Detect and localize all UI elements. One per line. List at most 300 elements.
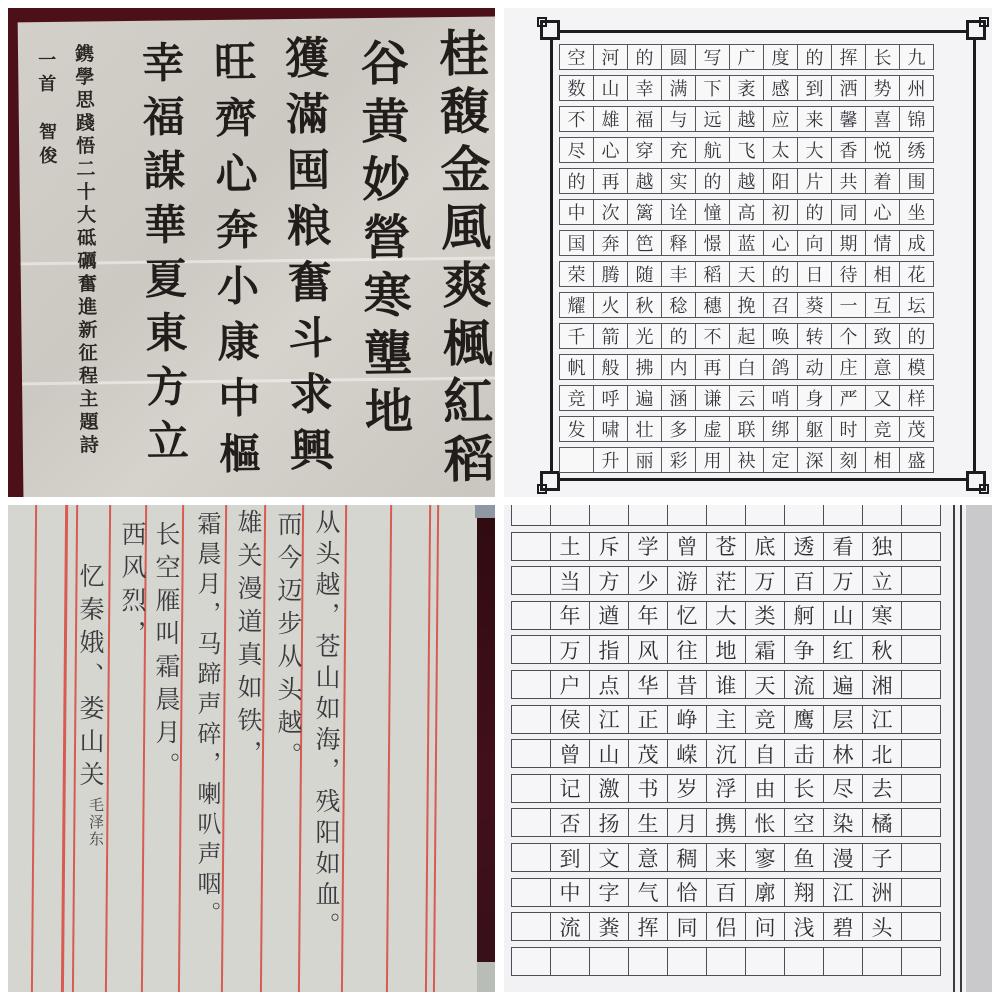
grid-cell: 起 xyxy=(729,323,764,349)
grid-cell: 碧 xyxy=(823,912,863,941)
page-margin-line xyxy=(953,505,955,992)
grid-cell: 盛 xyxy=(899,447,934,473)
grid-cell: 涵 xyxy=(661,385,696,411)
grid-cell: 霜 xyxy=(745,635,785,664)
grid-cell: 峥 xyxy=(667,705,707,734)
grid-cell: 心 xyxy=(865,199,900,225)
grid-cell: 光 xyxy=(627,323,662,349)
grid-cell: 大 xyxy=(797,137,832,163)
grid-cell: 茂 xyxy=(899,416,934,442)
grid-cell: 山 xyxy=(593,75,628,101)
grid-cell xyxy=(823,947,863,976)
manuscript-column: 忆秦娥、娄山关 xyxy=(76,563,105,794)
grid-cell: 心 xyxy=(593,137,628,163)
grid-cell: 高 xyxy=(729,199,764,225)
grid-cell: 片 xyxy=(797,168,832,194)
grid-cell: 携 xyxy=(706,808,746,837)
grid-cell: 的 xyxy=(695,168,730,194)
frame-knot-icon xyxy=(540,471,560,491)
grid-cell: 绑 xyxy=(763,416,798,442)
grid-cell: 自 xyxy=(745,739,785,768)
grid-cell: 唤 xyxy=(763,323,798,349)
grid-cell xyxy=(901,670,941,699)
grid-cell xyxy=(511,808,551,837)
grid-cell xyxy=(511,705,551,734)
grid-cell: 待 xyxy=(831,261,866,287)
grid-row xyxy=(560,354,934,380)
grid-cell: 红 xyxy=(823,635,863,664)
grid-cell xyxy=(511,505,551,526)
grid-cell xyxy=(511,670,551,699)
grid-row xyxy=(560,199,934,225)
grid-cell xyxy=(784,947,824,976)
red-rule-line xyxy=(61,505,68,992)
grid-cell xyxy=(511,912,551,941)
grid-cell: 云 xyxy=(729,385,764,411)
manuscript-column: 霜晨月，马蹄声碎，喇叭声咽。 xyxy=(193,511,221,931)
grid-cell: 到 xyxy=(797,75,832,101)
grid-row xyxy=(560,261,934,287)
poet-signature: 毛泽东 xyxy=(87,797,105,848)
grid-cell: 林 xyxy=(823,739,863,768)
grid-cell: 主 xyxy=(706,705,746,734)
grid-cell: 再 xyxy=(695,354,730,380)
manuscript-column: 长空雁叫霜晨月。 xyxy=(152,521,181,785)
grid-row xyxy=(512,808,941,837)
calligraphy-column: 桂馥金風爽楓紅稻 xyxy=(430,26,495,492)
grid-cell: 庄 xyxy=(831,354,866,380)
grid-cell: 否 xyxy=(550,808,590,837)
grid-cell: 问 xyxy=(745,912,785,941)
grid-cell: 秋 xyxy=(862,635,902,664)
grid-row xyxy=(512,947,941,976)
grid-cell: 荣 xyxy=(559,261,594,287)
colophon-line: 鎸學思踐悟二十大砥礪奮進新征程主題詩 xyxy=(71,43,99,458)
grid-cell: 中 xyxy=(550,878,590,907)
grid-cell: 势 xyxy=(865,75,900,101)
grid-row xyxy=(512,670,941,699)
grid-cell: 长 xyxy=(784,774,824,803)
grid-cell: 再 xyxy=(593,168,628,194)
grid-cell: 恰 xyxy=(667,878,707,907)
grid-cell: 由 xyxy=(745,774,785,803)
grid-cell: 当 xyxy=(550,566,590,595)
grid-cell: 篱 xyxy=(627,199,662,225)
grid-cell: 谦 xyxy=(695,385,730,411)
grid-cell: 远 xyxy=(695,106,730,132)
grid-cell xyxy=(589,947,629,976)
grid-cell: 模 xyxy=(899,354,934,380)
grid-cell: 去 xyxy=(862,774,902,803)
grid-cell: 致 xyxy=(865,323,900,349)
grid-cell: 挥 xyxy=(831,44,866,70)
grid-cell: 着 xyxy=(865,168,900,194)
grid-cell: 稠 xyxy=(667,843,707,872)
grid-cell: 憧 xyxy=(695,199,730,225)
grid-cell: 江 xyxy=(862,705,902,734)
grid-cell: 次 xyxy=(593,199,628,225)
grid-cell: 穗 xyxy=(695,292,730,318)
grid-cell: 书 xyxy=(628,774,668,803)
manuscript-column: 西风烈， xyxy=(118,521,147,653)
grid-cell: 山 xyxy=(589,739,629,768)
grid-cell: 绣 xyxy=(899,137,934,163)
grid-cell: 阳 xyxy=(763,168,798,194)
page-margin-line xyxy=(960,505,962,992)
grid-cell: 茫 xyxy=(706,566,746,595)
grid-cell: 袤 xyxy=(729,75,764,101)
grid-cell: 身 xyxy=(797,385,832,411)
grid-cell xyxy=(862,947,902,976)
grid-cell: 漫 xyxy=(823,843,863,872)
grid-cell: 浮 xyxy=(706,774,746,803)
grid-cell: 苍 xyxy=(706,532,746,561)
grid-cell: 看 xyxy=(823,532,863,561)
grid-row xyxy=(512,739,941,768)
grid-cell: 广 xyxy=(729,44,764,70)
grid-cell xyxy=(901,878,941,907)
grid-row xyxy=(512,878,941,907)
grid-cell xyxy=(745,947,785,976)
page-edge xyxy=(966,505,992,992)
grid-cell: 往 xyxy=(667,635,707,664)
grid-cell xyxy=(901,947,941,976)
grid-cell: 的 xyxy=(559,168,594,194)
grid-cell: 联 xyxy=(729,416,764,442)
grid-cell: 的 xyxy=(661,323,696,349)
grid-cell: 扬 xyxy=(589,808,629,837)
grid-cell: 意 xyxy=(865,354,900,380)
grid-cell: 鸽 xyxy=(763,354,798,380)
grid-row xyxy=(560,416,934,442)
grid-cell: 江 xyxy=(823,878,863,907)
grid-cell: 流 xyxy=(784,670,824,699)
grid-cell: 拂 xyxy=(627,354,662,380)
grid-cell xyxy=(667,947,707,976)
grid-cell xyxy=(667,505,707,526)
grid-cell: 成 xyxy=(899,230,934,256)
grid-cell: 土 xyxy=(550,532,590,561)
grid-cell: 染 xyxy=(823,808,863,837)
grid-cell: 大 xyxy=(706,601,746,630)
photo-background-strip xyxy=(477,516,495,962)
grid-cell: 袂 xyxy=(729,447,764,473)
grid-cell xyxy=(901,808,941,837)
grid-row xyxy=(512,505,941,526)
grid-cell: 的 xyxy=(627,44,662,70)
grid-cell: 壮 xyxy=(627,416,662,442)
grid-cell: 同 xyxy=(667,912,707,941)
grid-cell xyxy=(550,505,590,526)
grid-cell: 户 xyxy=(550,670,590,699)
grid-row xyxy=(560,168,934,194)
grid-cell: 年 xyxy=(628,601,668,630)
grid-cell: 头 xyxy=(862,912,902,941)
grid-cell: 寥 xyxy=(745,843,785,872)
grid-cell xyxy=(901,774,941,803)
grid-cell: 满 xyxy=(661,75,696,101)
grid-cell: 航 xyxy=(695,137,730,163)
grid-cell: 茂 xyxy=(628,739,668,768)
grid-cell xyxy=(862,505,902,526)
grid-cell: 遒 xyxy=(589,601,629,630)
grid-cell: 充 xyxy=(661,137,696,163)
grid-cell: 与 xyxy=(661,106,696,132)
grid-cell xyxy=(901,601,941,630)
grid-cell: 悦 xyxy=(865,137,900,163)
grid-cell: 江 xyxy=(589,705,629,734)
grid-cell xyxy=(823,505,863,526)
grid-cell: 的 xyxy=(797,44,832,70)
grid-cell: 湘 xyxy=(862,670,902,699)
grid-cell: 彩 xyxy=(661,447,696,473)
grid-cell: 九 xyxy=(899,44,934,70)
red-rule-line xyxy=(31,505,37,992)
background-patch xyxy=(477,962,495,992)
grid-row xyxy=(560,323,934,349)
grid-row xyxy=(560,292,934,318)
red-rule-line xyxy=(386,505,392,992)
grid-cell: 尽 xyxy=(559,137,594,163)
grid-cell: 耀 xyxy=(559,292,594,318)
grid-cell: 万 xyxy=(745,566,785,595)
grid-cell: 锦 xyxy=(899,106,934,132)
grid-cell: 飞 xyxy=(729,137,764,163)
grid-cell: 秋 xyxy=(627,292,662,318)
grid-cell: 生 xyxy=(628,808,668,837)
grid-cell: 刻 xyxy=(831,447,866,473)
grid-cell xyxy=(511,635,551,664)
grid-cell: 福 xyxy=(627,106,662,132)
red-rule-line xyxy=(433,505,439,992)
grid-cell: 丽 xyxy=(627,447,662,473)
colophon-signature: 一首 智俊 xyxy=(34,49,58,171)
background-object xyxy=(475,505,495,518)
grid-cell: 初 xyxy=(763,199,798,225)
grid-cell: 圆 xyxy=(661,44,696,70)
grid-cell: 互 xyxy=(865,292,900,318)
grid-row xyxy=(560,75,934,101)
grid-cell: 来 xyxy=(797,106,832,132)
grid-cell xyxy=(901,739,941,768)
grid-cell xyxy=(511,601,551,630)
grid-cell: 沉 xyxy=(706,739,746,768)
grid-row xyxy=(560,106,934,132)
grid-cell: 翔 xyxy=(784,878,824,907)
grid-cell: 花 xyxy=(899,261,934,287)
grid-cell: 向 xyxy=(797,230,832,256)
grid-cell xyxy=(511,532,551,561)
grid-cell: 少 xyxy=(628,566,668,595)
grid-cell: 华 xyxy=(628,670,668,699)
grid-cell: 的 xyxy=(899,323,934,349)
grid-cell: 怅 xyxy=(745,808,785,837)
grid-cell: 实 xyxy=(661,168,696,194)
grid-cell: 憬 xyxy=(695,230,730,256)
grid-cell xyxy=(511,878,551,907)
grid-cell: 地 xyxy=(706,635,746,664)
grid-cell: 腾 xyxy=(593,261,628,287)
grid-cell xyxy=(901,912,941,941)
grid-cell: 谁 xyxy=(706,670,746,699)
grid-cell xyxy=(706,947,746,976)
grid-cell: 底 xyxy=(745,532,785,561)
grid-cell: 的 xyxy=(797,199,832,225)
grid-cell: 不 xyxy=(559,106,594,132)
grid-cell xyxy=(901,705,941,734)
grid-cell: 严 xyxy=(831,385,866,411)
manuscript-column: 而今迈步从头越。 xyxy=(274,511,303,775)
grid-cell: 数 xyxy=(559,75,594,101)
grid-cell: 意 xyxy=(628,843,668,872)
frame-knot-icon xyxy=(540,20,560,40)
grid-cell: 围 xyxy=(899,168,934,194)
grid-cell: 透 xyxy=(784,532,824,561)
grid-row xyxy=(512,601,941,630)
grid-cell: 曾 xyxy=(550,739,590,768)
grid-cell: 般 xyxy=(593,354,628,380)
grid-cell: 穿 xyxy=(627,137,662,163)
grid-cell: 粪 xyxy=(589,912,629,941)
grid-cell: 击 xyxy=(784,739,824,768)
grid-cell: 来 xyxy=(706,843,746,872)
grid-cell: 虚 xyxy=(695,416,730,442)
grid-cell: 香 xyxy=(831,137,866,163)
grid-cell: 空 xyxy=(559,44,594,70)
grid-row xyxy=(512,774,941,803)
grid-cell xyxy=(901,532,941,561)
grid-cell: 发 xyxy=(559,416,594,442)
grid-cell: 共 xyxy=(831,168,866,194)
red-rule-line xyxy=(425,505,431,992)
grid-cell xyxy=(901,635,941,664)
grid-cell: 风 xyxy=(628,635,668,664)
grid-cell: 浅 xyxy=(784,912,824,941)
grid-cell: 独 xyxy=(862,532,902,561)
grid-cell: 遍 xyxy=(627,385,662,411)
grid-cell xyxy=(511,566,551,595)
grid-cell xyxy=(511,739,551,768)
grid-cell: 幸 xyxy=(627,75,662,101)
grid-cell: 鹰 xyxy=(784,705,824,734)
grid-cell: 岁 xyxy=(667,774,707,803)
grid-cell: 指 xyxy=(589,635,629,664)
photo-grid-manuscript xyxy=(504,505,992,992)
grid-cell xyxy=(628,947,668,976)
grid-cell: 山 xyxy=(823,601,863,630)
grid-cell: 坛 xyxy=(899,292,934,318)
grid-cell xyxy=(901,505,941,526)
grid-cell: 稻 xyxy=(695,261,730,287)
grid-cell: 洒 xyxy=(831,75,866,101)
grid-cell: 个 xyxy=(831,323,866,349)
grid-cell: 雄 xyxy=(593,106,628,132)
grid-cell xyxy=(784,505,824,526)
grid-cell: 下 xyxy=(695,75,730,101)
grid-cell: 橘 xyxy=(862,808,902,837)
grid-cell: 喜 xyxy=(865,106,900,132)
grid-cell: 遍 xyxy=(823,670,863,699)
grid-cell: 帆 xyxy=(559,354,594,380)
grid-cell: 坐 xyxy=(899,199,934,225)
grid-cell: 情 xyxy=(865,230,900,256)
grid-cell: 曾 xyxy=(667,532,707,561)
grid-cell: 越 xyxy=(729,106,764,132)
grid-cell: 子 xyxy=(862,843,902,872)
grid-cell xyxy=(706,505,746,526)
grid-cell: 啸 xyxy=(593,416,628,442)
grid-cell: 写 xyxy=(695,44,730,70)
photo-brush-calligraphy xyxy=(8,8,495,497)
grid-cell: 万 xyxy=(550,635,590,664)
grid-cell: 应 xyxy=(763,106,798,132)
grid-cell: 竞 xyxy=(745,705,785,734)
grid-cell: 日 xyxy=(797,261,832,287)
grid-cell: 越 xyxy=(729,168,764,194)
grid-cell: 到 xyxy=(550,843,590,872)
grid-cell: 躯 xyxy=(797,416,832,442)
grid-cell: 诠 xyxy=(661,199,696,225)
grid-cell: 昔 xyxy=(667,670,707,699)
grid-cell: 又 xyxy=(865,385,900,411)
grid-cell: 呼 xyxy=(593,385,628,411)
grid-cell xyxy=(550,947,590,976)
grid-cell: 寒 xyxy=(862,601,902,630)
grid-cell: 相 xyxy=(865,447,900,473)
grid-row xyxy=(560,230,934,256)
grid-cell: 层 xyxy=(823,705,863,734)
grid-cell: 样 xyxy=(899,385,934,411)
grid-cell: 笆 xyxy=(627,230,662,256)
grid-cell: 心 xyxy=(763,230,798,256)
grid-cell: 的 xyxy=(763,261,798,287)
grid-cell: 千 xyxy=(559,323,594,349)
grid-cell: 升 xyxy=(593,447,628,473)
grid-cell: 感 xyxy=(763,75,798,101)
grid-row xyxy=(560,137,934,163)
grid-cell: 召 xyxy=(763,292,798,318)
grid-cell: 文 xyxy=(589,843,629,872)
grid-cell: 释 xyxy=(661,230,696,256)
grid-cell xyxy=(901,843,941,872)
grid-cell: 月 xyxy=(667,808,707,837)
grid-cell: 正 xyxy=(628,705,668,734)
grid-cell: 定 xyxy=(763,447,798,473)
grid-cell: 馨 xyxy=(831,106,866,132)
grid-cell: 同 xyxy=(831,199,866,225)
grid-cell: 箭 xyxy=(593,323,628,349)
grid-cell: 字 xyxy=(589,878,629,907)
rice-paper xyxy=(18,17,495,497)
grid-row xyxy=(560,44,934,70)
grid-cell: 百 xyxy=(706,878,746,907)
grid-row xyxy=(560,385,934,411)
grid-cell: 忆 xyxy=(667,601,707,630)
grid-cell: 洲 xyxy=(862,878,902,907)
grid-cell: 随 xyxy=(627,261,662,287)
grid-row xyxy=(512,635,941,664)
frame-knot-icon xyxy=(966,471,986,491)
grid-cell: 竞 xyxy=(865,416,900,442)
grid-cell: 多 xyxy=(661,416,696,442)
manuscript-column: 从头越，苍山如海，残阳如血。 xyxy=(312,509,341,943)
grid-cell xyxy=(511,947,551,976)
grid-row xyxy=(560,447,934,473)
calligraphy-column: 幸福謀華夏東方立 xyxy=(135,40,191,473)
calligraphy-column: 獲滿囤粮奮斗求興 xyxy=(276,34,334,484)
grid-cell: 类 xyxy=(745,601,785,630)
grid-cell: 游 xyxy=(667,566,707,595)
